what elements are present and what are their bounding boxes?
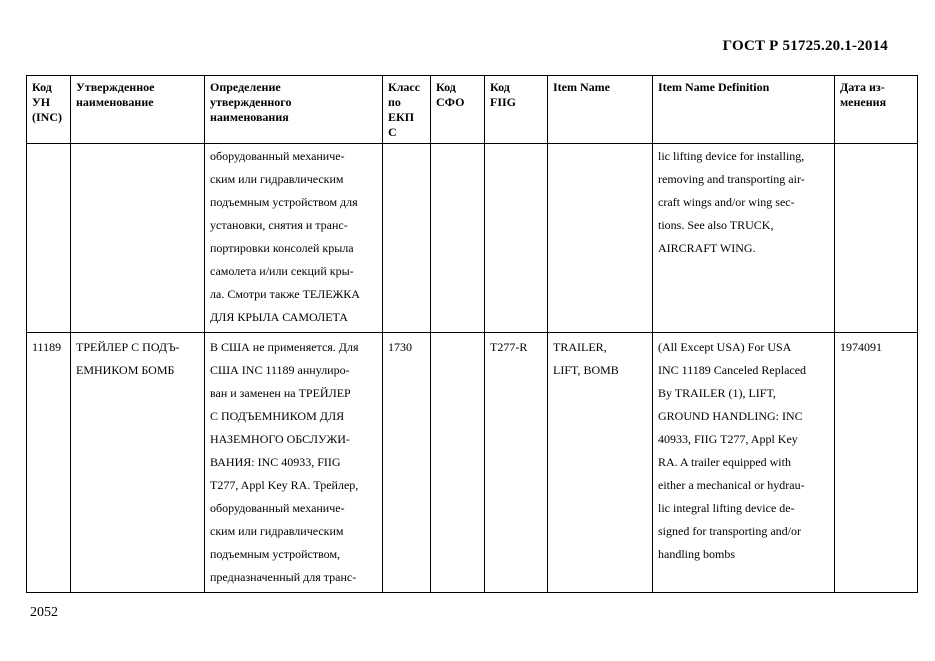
cell-text-line: портировки консолей крыла [210,241,354,255]
cell-text-line: lic integral lifting device de- [658,501,795,515]
column-fiig-code-cell [485,333,548,593]
cell-text-line: НАЗЕМНОГО ОБСЛУЖИ- [210,432,350,446]
cell-text-line: LIFT, BOMB [553,363,619,377]
header-text-line: (INC) [32,110,62,124]
cell-text-line: ТРЕЙЛЕР С ПОДЪ- [76,340,180,354]
header-text-line: Item Name [553,80,610,94]
column-approved-name-cell [71,144,205,333]
cell-text-line: оборудованный механиче- [210,501,345,515]
header-text-line: Дата из- [840,80,885,94]
document-title: ГОСТ Р 51725.20.1-2014 [722,38,888,54]
cell-text-line: (All Except USA) For USA [658,340,792,354]
column-sfo-code-cell [431,144,485,333]
cell-text-line: handling bombs [658,547,735,561]
column-definition-cell [205,144,383,333]
page-number: 2052 [30,605,58,620]
cell-text-line: подъемным устройством для [210,195,358,209]
cell-text-line: By TRAILER (1), LIFT, [658,386,776,400]
column-sfo-code-cell [431,333,485,593]
cell-text-line: США INC 11189 аннулиро- [210,363,350,377]
header-text-line: наименование [76,95,154,109]
cell-text-line: оборудованный механиче- [210,149,345,163]
cell-text-line: lic lifting device for installing, [658,149,805,163]
column-item-name-definition-cell [653,144,835,333]
cell-text-line: С ПОДЪЕМНИКОМ ДЛЯ [210,409,345,423]
column-approved-name-header [71,76,205,144]
cell-text-line: either a mechanical or hydrau- [658,478,805,492]
cell-text-line: 11189 [32,340,62,354]
cell-text-line: ЕМНИКОМ БОМБ [76,363,175,377]
cell-text-line: В США не применяется. Для [210,340,359,354]
cell-text-line: RA. A trailer equipped with [658,455,791,469]
header-text-line: по [388,95,401,109]
column-change-date-header [835,76,918,144]
column-inc-code-cell [27,333,71,593]
cell-text-line: T277-R [490,340,528,354]
table-row [27,333,918,593]
header-text-line: С [388,125,397,139]
cell-text-line: 1730 [388,340,412,354]
header-text-line: Код [436,80,456,94]
header-text-line: Класс [388,80,421,94]
header-text-line: Код [32,80,52,94]
column-item-name-definition-header [653,76,835,144]
column-inc-code-cell [27,144,71,333]
cell-text-line: 40933, FIIG T277, Appl Key [658,432,798,446]
table-header-row [27,76,918,144]
cell-text-line: ским или гидравлическим [210,524,344,538]
column-fiig-code-cell [485,144,548,333]
header-text-line: менения [840,95,887,109]
column-item-name-header [548,76,653,144]
column-definition-cell [205,333,383,593]
column-approved-name-cell [71,333,205,593]
header-text-line: Определение [210,80,281,94]
column-sfo-code-header [431,76,485,144]
cell-text-line: подъемным устройством, [210,547,341,561]
header-text-line: Код [490,80,510,94]
cell-text-line: самолета и/или секций кры- [210,264,354,278]
column-ekps-class-cell [383,144,431,333]
column-item-name-definition-cell [653,333,835,593]
column-definition-header [205,76,383,144]
cell-text-line: INC 11189 Canceled Replaced [658,363,807,377]
column-fiig-code-header [485,76,548,144]
header-text-line: УН [32,95,51,109]
column-item-name-cell [548,333,653,593]
header-text-line: ЕКП [388,110,415,124]
cell-text-line: TRAILER, [553,340,607,354]
column-ekps-class-cell [383,333,431,593]
column-inc-code-header [27,76,71,144]
column-ekps-class-header [383,76,431,144]
cell-text-line: AIRCRAFT WING. [658,241,756,255]
cell-text-line: GROUND HANDLING: INC [658,409,803,423]
cell-text-line: ван и заменен на ТРЕЙЛЕР [210,386,351,400]
cell-text-line: tions. See also TRUCK, [658,218,774,232]
cell-text-line: craft wings and/or wing sec- [658,195,795,209]
cell-text-line: 1974091 [840,340,882,354]
header-text-line: Item Name Definition [658,80,770,94]
cell-text-line: ским или гидравлическим [210,172,344,186]
cell-text-line: ДЛЯ КРЫЛА САМОЛЕТА [210,310,348,324]
header-text-line: наименования [210,110,289,124]
column-change-date-cell [835,144,918,333]
nomenclature-table [26,75,918,593]
table-row [27,144,918,333]
cell-text-line: установки, снятия и транс- [210,218,348,232]
header-text-line: Утвержденное [76,80,155,94]
cell-text-line: ла. Смотри также ТЕЛЕЖКА [210,287,360,301]
header-text-line: утвержденного [210,95,292,109]
column-item-name-cell [548,144,653,333]
cell-text-line: removing and transporting air- [658,172,805,186]
header-text-line: СФО [436,95,465,109]
header-text-line: FIIG [490,95,517,109]
column-change-date-cell [835,333,918,593]
cell-text-line: T277, Appl Key RA. Трейлер, [210,478,359,492]
cell-text-line: предназначенный для транс- [210,570,357,584]
cell-text-line: signed for transporting and/or [658,524,801,538]
cell-text-line: ВАНИЯ: INC 40933, FIIG [210,455,341,469]
